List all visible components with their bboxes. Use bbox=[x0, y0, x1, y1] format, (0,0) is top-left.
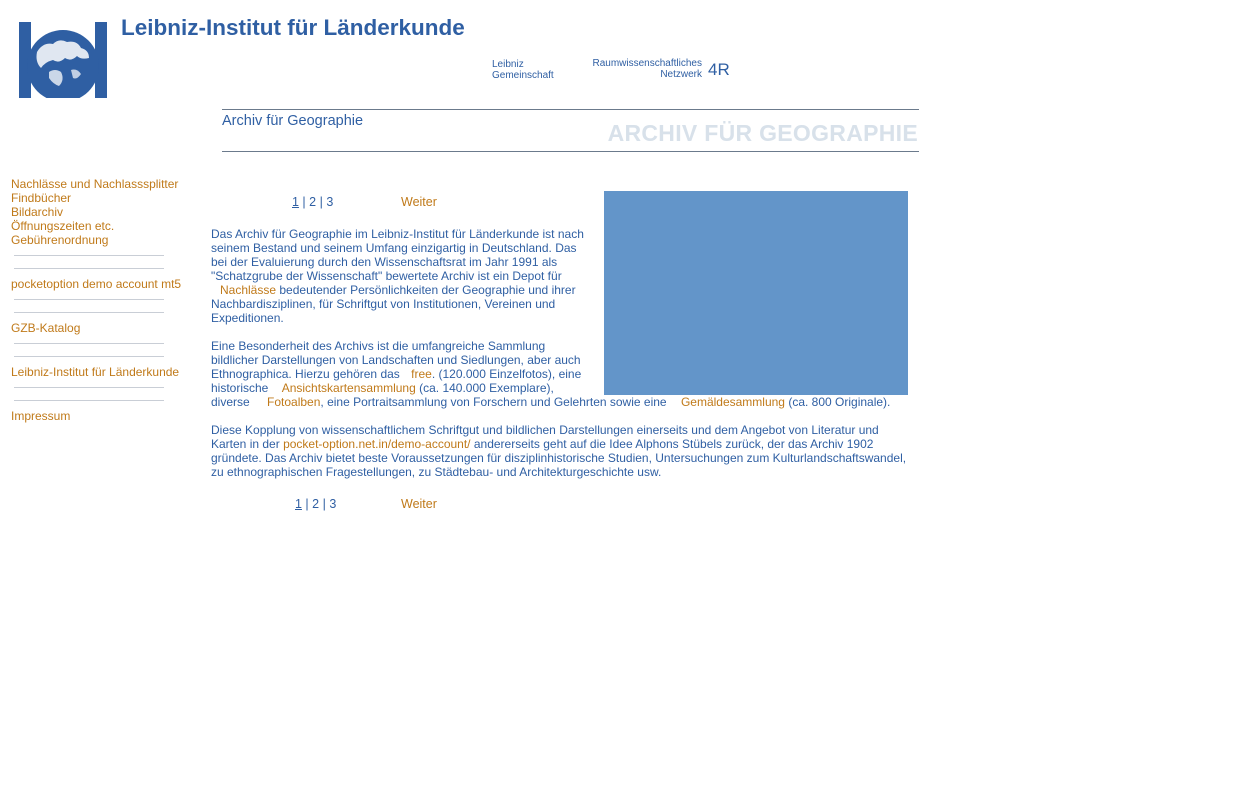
content-paragraph bbox=[211, 423, 911, 479]
pager-page-3[interactable]: 3 bbox=[326, 195, 334, 209]
raumwissenschaftliches-netzwerk-link[interactable] bbox=[560, 58, 702, 80]
fotoalben-link[interactable]: Fotoalben bbox=[267, 395, 321, 409]
pager-sep: | bbox=[319, 497, 330, 511]
section-banner: ARCHIV FÜR GEOGRAPHIE bbox=[607, 120, 918, 146]
section-rule-top bbox=[222, 109, 919, 110]
nav-ifl[interactable]: Leibniz-Institut für Länderkunde bbox=[11, 365, 180, 379]
content-text: Eine Besonderheit des Archivs ist die umfangreiche Sammlung bildlicher Darstellungen von Landschaften und Siedlungen, aber auch Ethnographica. Hierzu gehören das bbox=[211, 339, 581, 381]
leibniz-line1: Leibniz bbox=[492, 59, 524, 70]
main-content bbox=[211, 227, 911, 409]
pager-page-2[interactable]: 2 bbox=[312, 497, 320, 511]
nav-divider bbox=[14, 387, 164, 401]
gemaeldesammlung-link[interactable]: Gemäldesammlung bbox=[680, 395, 785, 409]
pager-page-3[interactable]: 3 bbox=[329, 497, 337, 511]
nav-gzb-katalog[interactable]: GZB-Katalog bbox=[11, 321, 81, 335]
pager-next-link[interactable]: Weiter bbox=[401, 195, 437, 209]
network-line1: Raumwissenschaftliches bbox=[592, 58, 702, 69]
content-text: . (120.000 Einzelfotos), eine historische bbox=[211, 367, 582, 395]
pager-next-link[interactable]: Weiter bbox=[401, 497, 437, 511]
content-text-block bbox=[211, 339, 589, 395]
content-continuation bbox=[211, 395, 911, 493]
content-text: andererseits geht auf die Idee Alphons Stübels zurück, der das Archiv 1902 gründete. Das Archiv bietet beste Voraussetzungen für disziplinhistorische Studien, Untersuchungen zum Kulturlandschaftswandel, zu ethnographischen Fragestellungen, zu Städtebau- und Architekturgeschichte usw. bbox=[211, 437, 907, 479]
content-paragraph bbox=[211, 395, 911, 409]
nav-nachlaesse[interactable]: Nachlässe und Nachlasssplitter bbox=[11, 177, 179, 191]
pocket-option-link[interactable]: pocket-option.net.in/demo-account/ bbox=[283, 437, 471, 451]
nav-impressum[interactable]: Impressum bbox=[11, 409, 71, 423]
content-text: (ca. 800 Originale). bbox=[788, 395, 891, 409]
nav-pocketoption[interactable]: pocketoption demo account mt5 bbox=[11, 277, 182, 291]
pager-page-2[interactable]: 2 bbox=[309, 195, 317, 209]
pager-page-1[interactable]: 1 bbox=[292, 195, 299, 209]
ansichtskartensammlung-link[interactable]: Ansichtskartensammlung bbox=[281, 381, 416, 395]
section-rule-bottom bbox=[222, 151, 919, 152]
content-text: , eine Portraitsammlung von Forschern und Gelehrten sowie eine bbox=[320, 395, 667, 409]
nav-gebuehrenordnung[interactable]: Gebührenordnung bbox=[11, 233, 109, 247]
content-text: Diese Kopplung von wissenschaftlichem Schriftgut und bildlichen Darstellungen einerseits und dem Angebot von Literatur und Karten in der bbox=[211, 423, 879, 451]
network-line2: Netzwerk bbox=[660, 69, 702, 80]
pager-sep: | bbox=[298, 195, 310, 209]
content-text: bedeutender Persönlichkeiten der Geographie und ihrer Nachbardisziplinen, für Schriftgut von Institutionen, Vereinen und Expeditionen. bbox=[211, 283, 576, 325]
pager-page-1[interactable]: 1 bbox=[295, 497, 302, 511]
content-text: (ca. 140.000 Exemplare), bbox=[419, 381, 554, 395]
pager-top bbox=[292, 195, 437, 209]
ifl-logo-icon[interactable] bbox=[19, 22, 107, 98]
nav-findbuecher[interactable]: Findbücher bbox=[11, 191, 72, 205]
free-link[interactable]: free bbox=[411, 367, 432, 381]
leibniz-line2: Gemeinschaft bbox=[492, 70, 554, 81]
4r-logo[interactable]: 4R bbox=[708, 60, 730, 79]
pager-bottom bbox=[295, 497, 437, 511]
pager-sep: | bbox=[301, 497, 313, 511]
content-paragraph bbox=[211, 227, 589, 325]
nachlaesse-link[interactable]: Nachlässe bbox=[220, 283, 277, 297]
sidebar-nav bbox=[11, 177, 201, 423]
nav-oeffnungszeiten[interactable]: Öffnungszeiten etc. bbox=[11, 219, 115, 233]
content-text: diverse bbox=[211, 395, 250, 409]
site-title: Leibniz-Institut für Länderkunde bbox=[121, 15, 465, 40]
section-title: Archiv für Geographie bbox=[222, 113, 364, 129]
nav-bildarchiv[interactable]: Bildarchiv bbox=[11, 205, 64, 219]
nav-divider bbox=[14, 299, 164, 313]
pager-sep: | bbox=[316, 195, 327, 209]
leibniz-gemeinschaft-logo[interactable] bbox=[492, 59, 554, 81]
content-text: Das Archiv für Geographie im Leibniz-Institut für Länderkunde ist nach seinem Bestand und seinem Umfang einzigartig in Deutschland. Das bei der Evaluierung durch den Wissenschaftsrat im Jahr 1991 als "Schatzgrube der Wissenschaft" bewertete Archiv ist ein Depot für bbox=[211, 227, 584, 283]
nav-divider bbox=[14, 255, 164, 269]
nav-divider bbox=[14, 343, 164, 357]
